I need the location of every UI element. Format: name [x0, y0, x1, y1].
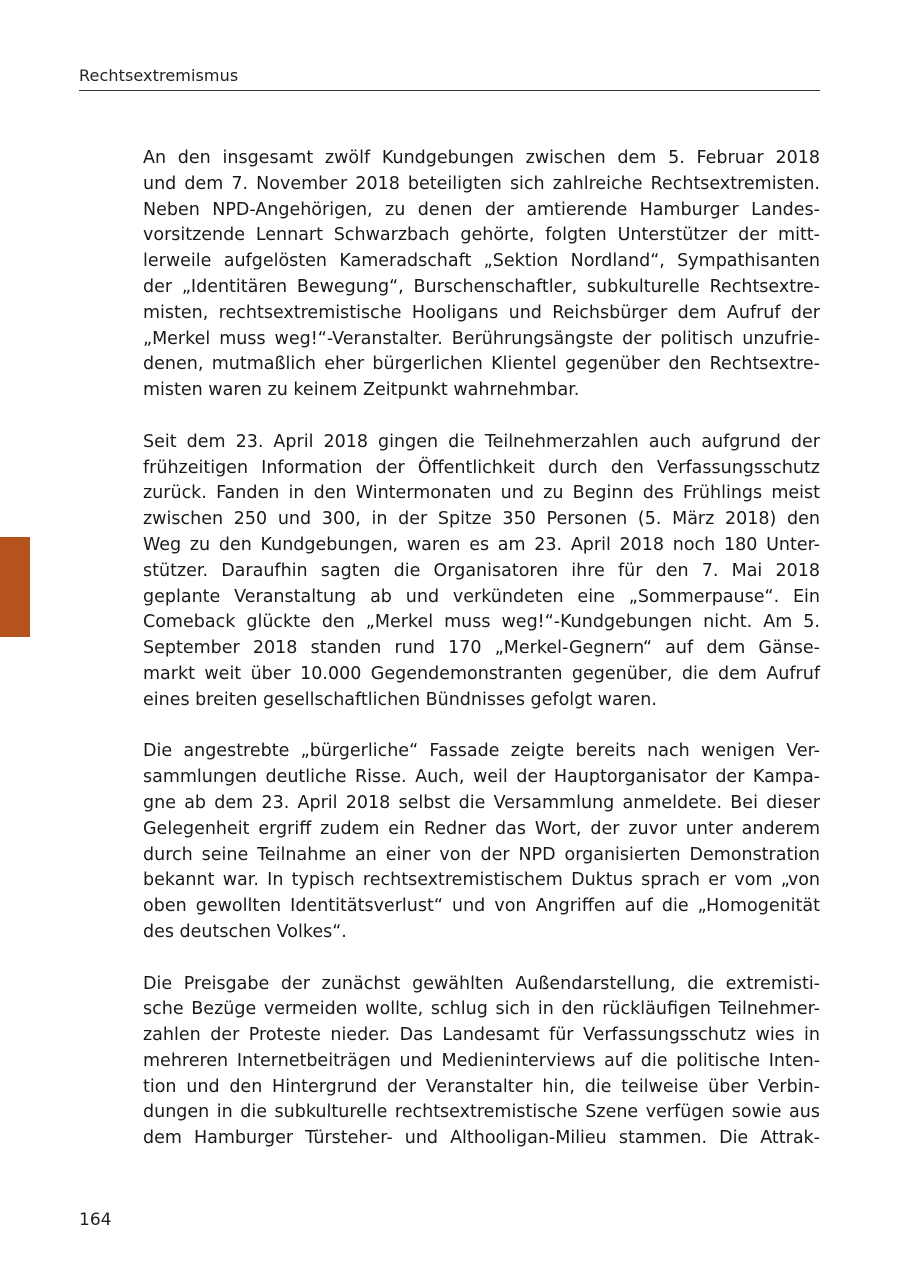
text-line: mehreren Internetbeiträgen und Medieninterviews auf die politische Inten-: [143, 1050, 820, 1071]
text-line: vorsitzende Lennart Schwarzbach gehörte, folgten Unterstützer der mitt-: [143, 225, 820, 246]
text-line: der „Identitären Bewegung“, Burschenschaftler, subkulturelle Rechtsextre-: [143, 276, 820, 297]
text-line: denen, mutmaßlich eher bürgerlichen Klientel gegenüber den Rechtsextre-: [143, 354, 820, 375]
text-line: markt weit über 10.000 Gegendemonstranten gegenüber, die dem Aufruf: [143, 663, 820, 684]
text-line: Gelegenheit ergriff zudem ein Redner das Wort, der zuvor unter anderem: [143, 818, 820, 839]
paragraph: [143, 739, 820, 945]
text-line: September 2018 standen rund 170 „Merkel-Gegnern“ auf dem Gänse-: [143, 638, 820, 659]
text-line: durch seine Teilnahme an einer von der NPD organisierten Demonstration: [143, 844, 820, 865]
header-rule: [79, 90, 820, 91]
body-text: [143, 146, 820, 1178]
page-number: 164: [79, 1210, 112, 1230]
text-line: An den insgesamt zwölf Kundgebungen zwischen dem 5. Februar 2018: [143, 148, 820, 168]
text-line: sche Bezüge vermeiden wollte, schlug sich in den rückläufigen Teilnehmer-: [143, 999, 820, 1020]
paragraph: [143, 972, 820, 1153]
paragraph: [143, 146, 820, 404]
text-line: misten waren zu keinem Zeitpunkt wahrnehmbar.: [143, 380, 580, 401]
text-line: eines breiten gesellschaftlichen Bündnisses gefolgt waren.: [143, 689, 657, 710]
chapter-tab-marker: [0, 537, 30, 637]
text-line: zahlen der Proteste nieder. Das Landesamt für Verfassungsschutz wies in: [143, 1025, 820, 1046]
text-line: zwischen 250 und 300, in der Spitze 350 Personen (5. März 2018) den: [143, 509, 820, 530]
text-line: sammlungen deutliche Risse. Auch, weil der Hauptorganisator der Kampa-: [143, 767, 820, 788]
text-line: stützer. Daraufhin sagten die Organisatoren ihre für den 7. Mai 2018: [143, 560, 820, 581]
text-line: Die Preisgabe der zunächst gewählten Außendarstellung, die extremisti-: [143, 973, 820, 994]
text-line: und dem 7. November 2018 beteiligten sich zahlreiche Rechtsextremisten.: [143, 173, 820, 194]
text-line: oben gewollten Identitätsverlust“ und von Angriffen auf die „Homogenität: [143, 896, 820, 917]
text-line: zurück. Fanden in den Wintermonaten und zu Beginn des Frühlings meist: [143, 483, 820, 504]
text-line: Seit dem 23. April 2018 gingen die Teilnehmerzahlen auch aufgrund der: [143, 431, 820, 452]
text-line: Weg zu den Kundgebungen, waren es am 23. April 2018 noch 180 Unter-: [143, 534, 820, 555]
text-line: geplante Veranstaltung ab und verkündeten eine „Sommerpause“. Ein: [143, 586, 820, 607]
text-line: des deutschen Volkes“.: [143, 921, 347, 942]
text-line: Comeback glückte den „Merkel muss weg!“-Kundgebungen nicht. Am 5.: [143, 612, 820, 633]
text-line: dungen in die subkulturelle rechtsextremistische Szene verfügen sowie aus: [143, 1102, 820, 1123]
paragraph: [143, 430, 820, 714]
text-line: Neben NPD-Angehörigen, zu denen der amtierende Hamburger Landes-: [143, 199, 820, 220]
text-line: misten, rechtsextremistische Hooligans und Reichsbürger dem Aufruf der: [143, 302, 820, 323]
text-line: Die angestrebte „bürgerliche“ Fassade zeigte bereits nach wenigen Ver-: [143, 741, 820, 762]
text-line: bekannt war. In typisch rechtsextremistischem Duktus sprach er vom „von: [143, 870, 820, 891]
text-line: dem Hamburger Türsteher- und Althooligan-Milieu stammen. Die Attrak-: [143, 1128, 820, 1149]
text-line: tion und den Hintergrund der Veranstalter hin, die teilweise über Verbin-: [143, 1076, 820, 1097]
text-line: lerweile aufgelösten Kameradschaft „Sektion Nordland“, Sympathisanten: [143, 251, 820, 272]
text-line: frühzeitigen Information der Öffentlichkeit durch den Verfassungsschutz: [143, 457, 820, 478]
running-header: Rechtsextremismus: [79, 66, 239, 85]
text-line: gne ab dem 23. April 2018 selbst die Versammlung anmeldete. Bei dieser: [143, 792, 820, 813]
text-line: „Merkel muss weg!“-Veranstalter. Berührungsängste der politisch unzufrie-: [143, 328, 820, 349]
